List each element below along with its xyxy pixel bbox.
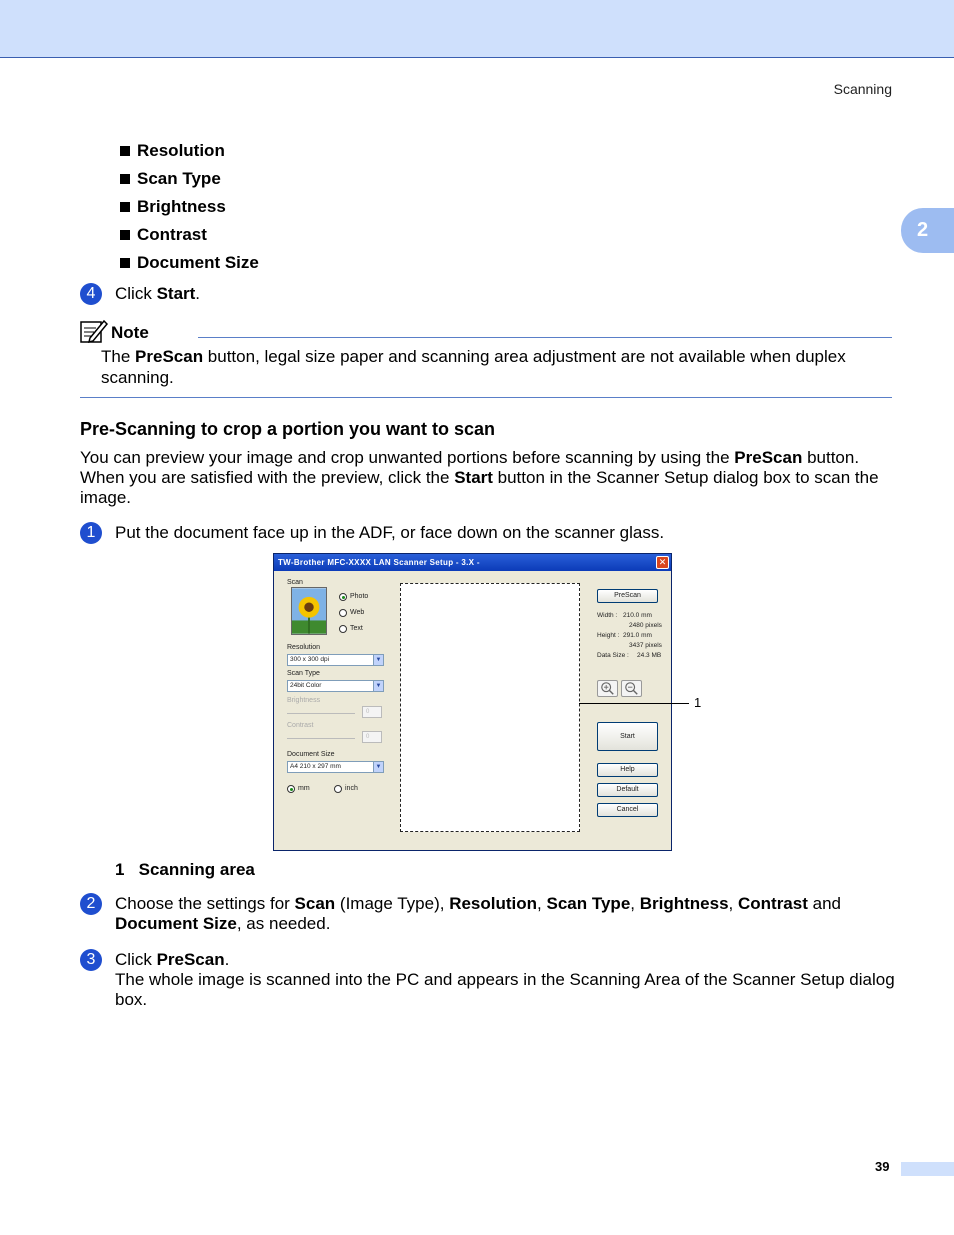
- radio-web[interactable]: [339, 609, 347, 617]
- step-text: Put the document face up in the ADF, or face down on the scanner glass.: [115, 523, 665, 542]
- cancel-button[interactable]: Cancel: [597, 803, 658, 817]
- contrast-label: Contrast: [287, 722, 314, 729]
- note-end-divider: [80, 397, 892, 398]
- callout-leader-line: [579, 703, 689, 704]
- height-value: 291.0 mm: [623, 632, 652, 639]
- contrast-slider[interactable]: [287, 731, 355, 739]
- radio-photo-label: Photo: [350, 593, 369, 600]
- scanning-area[interactable]: [400, 583, 580, 832]
- width-label: Width :: [597, 612, 618, 619]
- radio-mm[interactable]: [287, 785, 295, 793]
- radio-text[interactable]: [339, 625, 347, 633]
- brightness-label: Brightness: [287, 697, 321, 704]
- width-pixels: 2480 pixels: [629, 622, 662, 629]
- scan-group-label: Scan: [287, 579, 303, 586]
- scanner-setup-dialog-screenshot: [273, 553, 672, 851]
- step-text: Click Start.: [115, 284, 201, 303]
- radio-mm-label: mm: [298, 785, 310, 792]
- data-size-value: 24.3 MB: [637, 652, 662, 659]
- bullet-square-icon: [120, 202, 130, 212]
- note-text: The PreScan button, legal size paper and scanning area adjustment are not available when duplex scanning.: [101, 347, 846, 387]
- photo-thumbnail-icon: [291, 587, 327, 635]
- step-text: Click PreScan. The whole image is scanned into the PC and appears in the Scanning Area of the Scanner Setup dialog box.: [115, 950, 895, 1009]
- resolution-label: Resolution: [287, 644, 321, 651]
- start-button[interactable]: Start: [597, 722, 658, 751]
- figure-caption: 1 Scanning area: [115, 860, 255, 879]
- zoom-in-icon[interactable]: [597, 680, 618, 697]
- note-label: Note: [111, 323, 149, 342]
- step-text: Choose the settings for Scan (Image Type), Resolution, Scan Type, Brightness, Contrast and Document Size, as needed.: [115, 894, 841, 933]
- brightness-slider[interactable]: [287, 706, 355, 714]
- sunflower-icon: [292, 588, 326, 634]
- settings-list: [120, 137, 259, 277]
- scan-type-label: Scan Type: [287, 670, 320, 677]
- running-header: Scanning: [833, 81, 892, 97]
- document-size-label: Document Size: [287, 751, 335, 758]
- list-item: Scan Type: [120, 165, 259, 193]
- bullet-square-icon: [120, 146, 130, 156]
- height-label: Height :: [597, 632, 620, 639]
- resolution-select[interactable]: 300 x 300 dpi ▼: [287, 654, 384, 666]
- step-number-badge: 2: [80, 893, 102, 915]
- footer-band: [901, 1162, 954, 1176]
- zoom-out-icon[interactable]: [621, 680, 642, 697]
- dialog-titlebar: TW-Brother MFC-XXXX LAN Scanner Setup - 3.X -: [274, 554, 671, 571]
- section-title: Pre-Scanning to crop a portion you want to scan: [80, 419, 496, 439]
- prescan-button[interactable]: PreScan: [597, 589, 658, 603]
- brightness-spinner[interactable]: 0: [362, 706, 382, 718]
- radio-text-label: Text: [350, 625, 363, 632]
- list-item: Contrast: [120, 221, 259, 249]
- list-item: Resolution: [120, 137, 259, 165]
- document-size-select[interactable]: A4 210 x 297 mm ▼: [287, 761, 384, 773]
- step-number-badge: 3: [80, 949, 102, 971]
- chevron-down-icon: ▼: [373, 762, 383, 772]
- help-button[interactable]: Help: [597, 763, 658, 777]
- chapter-tab: 2: [901, 208, 954, 253]
- radio-photo[interactable]: [339, 593, 347, 601]
- bullet-square-icon: [120, 258, 130, 268]
- radio-inch-label: inch: [345, 785, 358, 792]
- height-pixels: 3437 pixels: [629, 642, 662, 649]
- data-size-label: Data Size :: [597, 652, 629, 659]
- chevron-down-icon: ▼: [373, 681, 383, 691]
- close-icon[interactable]: ✕: [656, 556, 669, 569]
- bullet-square-icon: [120, 174, 130, 184]
- contrast-spinner[interactable]: 0: [362, 731, 382, 743]
- chevron-down-icon: ▼: [373, 655, 383, 665]
- page-number: 39: [875, 1159, 890, 1174]
- top-header-band: [0, 0, 954, 58]
- list-item: Document Size: [120, 249, 259, 277]
- step-number-badge: 1: [80, 522, 102, 544]
- callout-number: 1: [694, 695, 702, 710]
- bullet-square-icon: [120, 230, 130, 240]
- note-divider: [198, 337, 892, 338]
- note-header: [80, 318, 892, 340]
- width-value: 210.0 mm: [623, 612, 652, 619]
- scan-type-select[interactable]: 24bit Color ▼: [287, 680, 384, 692]
- step-number-badge: 4: [80, 283, 102, 305]
- note-pencil-icon: [80, 318, 108, 344]
- section-intro-text: You can preview your image and crop unwanted portions before scanning by using the PreScan button. When you are satisfied with the preview, click the Start button in the Scanner Setup dialog box to scan the image.: [80, 448, 879, 507]
- default-button[interactable]: Default: [597, 783, 658, 797]
- list-item: Brightness: [120, 193, 259, 221]
- radio-inch[interactable]: [334, 785, 342, 793]
- radio-web-label: Web: [350, 609, 365, 616]
